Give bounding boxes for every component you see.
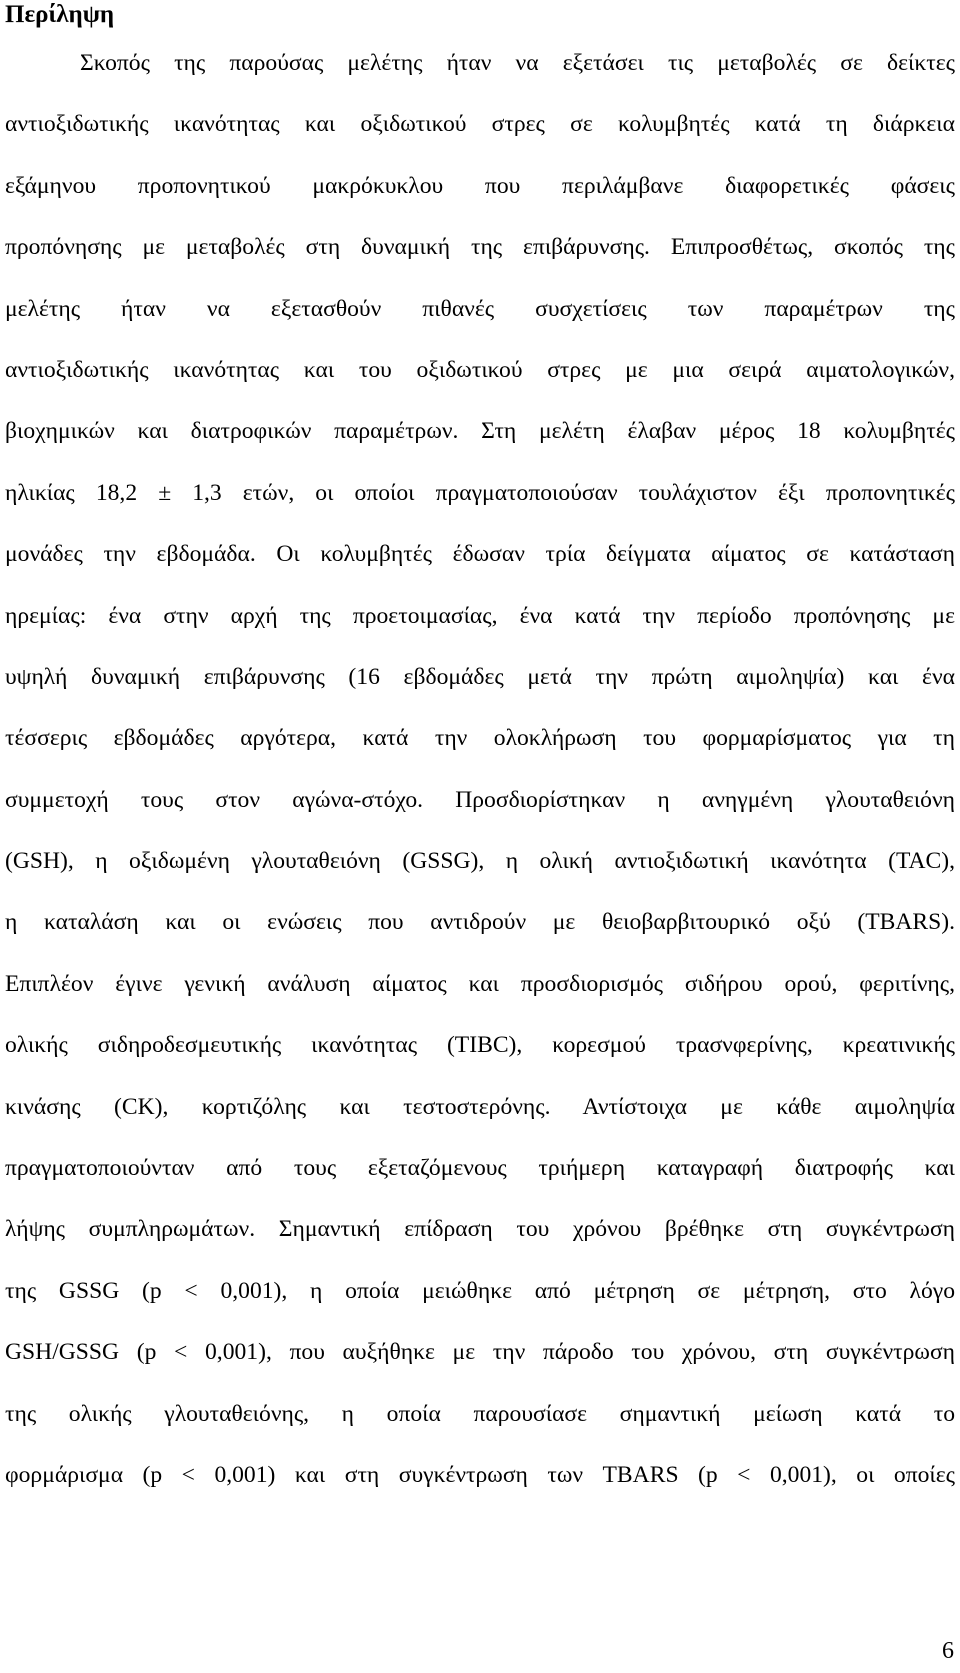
- text-line-16: Επιπλέον έγινε γενική ανάλυση αίματος και προσδιορισμός σιδήρου ορού, φεριτίνης,: [5, 970, 955, 997]
- text-line-12: τέσσερις εβδομάδες αργότερα, κατά την ολοκλήρωση του φορμαρίσματος για τη: [5, 725, 955, 752]
- text-line-7: βιοχημικών και διατροφικών παραμέτρων. Στη μελέτη έλαβαν μέρος 18 κολυμβητές: [5, 418, 955, 445]
- text-line-8: ηλικίας 18,2 ± 1,3 ετών, οι οποίοι πραγματοποιούσαν τουλάχιστον έξι προπονητικές: [5, 479, 955, 506]
- text-line-23: της ολικής γλουταθειόνης, η οποία παρουσίασε σημαντική μείωση κατά το: [5, 1400, 955, 1427]
- text-line-4: προπόνησης με μεταβολές στη δυναμική της επιβάρυνσης. Επιπροσθέτως, σκοπός της: [5, 234, 955, 261]
- text-line-17: ολικής σιδηροδεσμευτικής ικανότητας (TIBC), κορεσμού τρασνφερίνης, κρεατινικής: [5, 1032, 955, 1059]
- text-line-15: η καταλάση και οι ενώσεις που αντιδρούν με θειοβαρβιτουρικό οξύ (TBARS).: [5, 909, 955, 936]
- text-line-5: μελέτης ήταν να εξετασθούν πιθανές συσχετίσεις των παραμέτρων της: [5, 295, 955, 322]
- text-line-1: Σκοπός της παρούσας μελέτης ήταν να εξετάσει τις μεταβολές σε δείκτες: [80, 50, 955, 76]
- section-heading: Περίληψη: [5, 1, 115, 28]
- page-number: 6: [942, 1638, 954, 1664]
- text-line-14: (GSH), η οξιδωμένη γλουταθειόνη (GSSG), η ολική αντιοξιδωτική ικανότητα (TAC),: [5, 848, 955, 875]
- text-line-13: συμμετοχή τους στον αγώνα-στόχο. Προσδιορίστηκαν η ανηγμένη γλουταθειόνη: [5, 786, 955, 813]
- abstract-body: [5, 48, 955, 1521]
- text-line-2: αντιοξιδωτικής ικανότητας και οξιδωτικού στρες σε κολυμβητές κατά τη διάρκεια: [5, 111, 955, 138]
- text-line-6: αντιοξιδωτικής ικανότητας και του οξιδωτικού στρες με μια σειρά αιματολογικών,: [5, 356, 955, 383]
- text-line-11: υψηλή δυναμική επιβάρυνσης (16 εβδομάδες μετά την πρώτη αιμοληψία) και ένα: [5, 663, 955, 690]
- text-line-18: κινάσης (CK), κορτιζόλης και τεστοστερόνης. Αντίστοιχα με κάθε αιμοληψία: [5, 1093, 955, 1120]
- text-line-21: της GSSG (p < 0,001), η οποία μειώθηκε από μέτρηση σε μέτρηση, στο λόγο: [5, 1277, 955, 1304]
- text-line-9: μονάδες την εβδομάδα. Οι κολυμβητές έδωσαν τρία δείγματα αίματος σε κατάσταση: [5, 541, 955, 568]
- text-line-22: GSH/GSSG (p < 0,001), που αυξήθηκε με την πάροδο του χρόνου, στη συγκέντρωση: [5, 1339, 955, 1366]
- text-line-3: εξάμηνου προπονητικού μακρόκυκλου που περιλάμβανε διαφορετικές φάσεις: [5, 172, 955, 199]
- text-line-19: πραγματοποιούνταν από τους εξεταζόμενους τριήμερη καταγραφή διατροφής και: [5, 1155, 955, 1182]
- text-line-10: ηρεμίας: ένα στην αρχή της προετοιμασίας, ένα κατά την περίοδο προπόνησης με: [5, 602, 955, 629]
- text-line-24: φορμάρισμα (p < 0,001) και στη συγκέντρωση των TBARS (p < 0,001), οι οποίες: [5, 1461, 955, 1488]
- text-line-20: λήψης συμπληρωμάτων. Σημαντική επίδραση του χρόνου βρέθηκε στη συγκέντρωση: [5, 1216, 955, 1243]
